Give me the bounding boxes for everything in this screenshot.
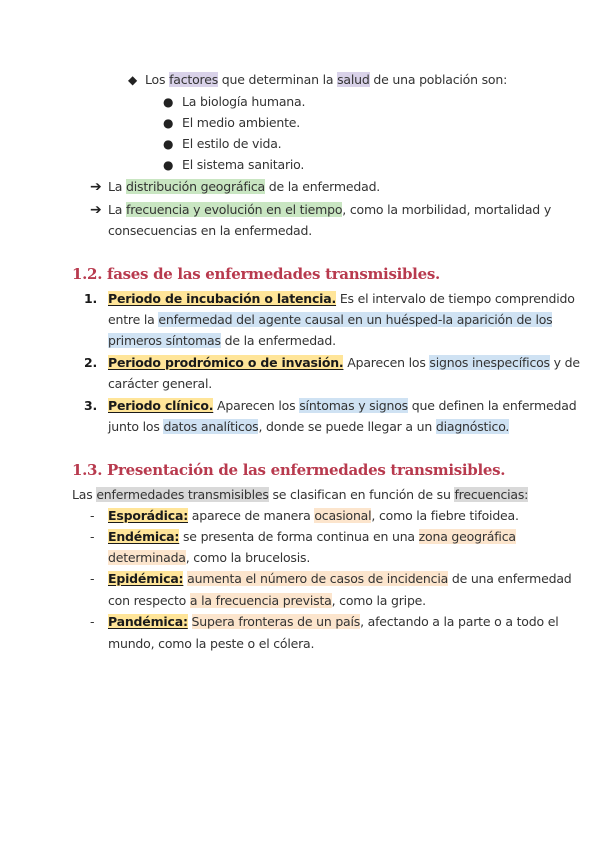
sub-list-item: La biología humana.	[182, 94, 306, 109]
highlight: signos inespecíficos	[429, 355, 550, 370]
text	[188, 614, 192, 629]
presentation-item-endemica	[108, 527, 516, 547]
phase-item-2-line-2: carácter general.	[108, 376, 212, 391]
text: de la enfermedad.	[220, 333, 336, 348]
highlight: enfermedad del agente causal en un huésped-la aparición de los	[158, 312, 553, 327]
circle-bullet-icon: ●	[163, 158, 174, 172]
text: , como la gripe.	[331, 593, 426, 608]
text: Aparecen los	[213, 398, 300, 413]
text: se clasifican en función de su	[268, 487, 455, 502]
section-intro-paragraph	[72, 485, 528, 505]
circle-bullet-icon: ●	[163, 137, 174, 151]
phase-item-3	[108, 396, 576, 416]
highlight: a la frecuencia prevista	[189, 593, 332, 608]
text: de una enfermedad	[448, 571, 572, 586]
term-label: Endémica:	[108, 529, 180, 544]
phase-item-2	[108, 353, 580, 373]
arrow-list-item-continuation: consecuencias en la enfermedad.	[108, 223, 313, 238]
dash-bullet: -	[90, 571, 95, 586]
sub-list-item: El sistema sanitario.	[182, 157, 305, 172]
arrow-list-item	[108, 200, 551, 220]
section-heading-1-3: 1.3. Presentación de las enfermedades transmisibles.	[72, 461, 506, 479]
highlight: diagnóstico.	[435, 419, 510, 434]
diamond-list-item	[145, 70, 507, 90]
sub-list-item: El medio ambiente.	[182, 115, 301, 130]
term-label: Pandémica:	[108, 614, 188, 629]
text: Es el intervalo de tiempo comprendido	[336, 291, 575, 306]
term-label: Periodo clínico.	[108, 398, 214, 413]
dash-bullet: -	[90, 529, 95, 544]
highlight: primeros síntomas	[108, 333, 221, 348]
highlight: factores	[169, 72, 219, 87]
presentation-item-endemica-line-2	[108, 548, 310, 568]
text: que definen la enfermedad	[408, 398, 577, 413]
presentation-item-epidemica-line-2	[108, 591, 426, 611]
presentation-item-epidemica	[108, 569, 572, 589]
circle-bullet-icon: ●	[163, 116, 174, 130]
presentation-item-esporadica	[108, 506, 519, 526]
dash-bullet: -	[90, 508, 95, 523]
arrow-bullet-icon: ➔	[90, 202, 102, 218]
presentation-item-pandemica-line-2: mundo, como la peste o el cólera.	[108, 636, 315, 651]
text: , como la fiebre tifoidea.	[371, 508, 519, 523]
sub-list-item: El estilo de vida.	[182, 136, 282, 151]
text: Las	[72, 487, 97, 502]
text: junto los	[108, 419, 164, 434]
text: La	[108, 202, 126, 217]
phase-item-1-line-2	[108, 310, 552, 330]
highlight: aumenta el número de casos de incidencia	[187, 571, 449, 586]
arrow-bullet-icon: ➔	[90, 179, 102, 195]
text: , como la brucelosis.	[185, 550, 311, 565]
text: se presenta de forma continua en una	[179, 529, 419, 544]
text: con respecto	[108, 593, 190, 608]
highlight: ocasional	[314, 508, 372, 523]
text: de la enfermedad.	[265, 179, 381, 194]
phase-item-3-line-2	[108, 417, 509, 437]
list-number: 2.	[84, 355, 98, 370]
list-number: 3.	[84, 398, 98, 413]
highlight: frecuencia y evolución en el tiempo	[126, 202, 343, 217]
circle-bullet-icon: ●	[163, 95, 174, 109]
highlight: Supera fronteras de un país	[191, 614, 361, 629]
text: La	[108, 179, 126, 194]
list-number: 1.	[84, 291, 98, 306]
section-heading-1-2: 1.2. fases de las enfermedades transmisibles.	[72, 265, 440, 283]
highlight: distribución geográfica	[126, 179, 265, 194]
highlight: determinada	[108, 550, 186, 565]
term-label: Epidémica:	[108, 571, 184, 586]
term-label: Periodo prodrómico o de invasión.	[108, 355, 344, 370]
diamond-bullet-icon: ◆	[128, 73, 138, 87]
text: y de	[549, 355, 580, 370]
text: que determinan la	[218, 72, 338, 87]
term-label: Periodo de incubación o latencia.	[108, 291, 337, 306]
highlight: zona geográfica	[418, 529, 516, 544]
text: aparece de manera	[188, 508, 315, 523]
text: , donde se puede llegar a un	[258, 419, 436, 434]
text: , afectando a la parte o a todo el	[360, 614, 559, 629]
term-label: Esporádica:	[108, 508, 188, 523]
text: Aparecen los	[343, 355, 430, 370]
highlight: salud	[337, 72, 370, 87]
highlight: datos analíticos	[163, 419, 259, 434]
dash-bullet: -	[90, 614, 95, 629]
phase-item-1-line-3	[108, 331, 336, 351]
text: Los	[145, 72, 170, 87]
highlight: frecuencias:	[454, 487, 529, 502]
text: entre la	[108, 312, 159, 327]
text: de una población son:	[369, 72, 508, 87]
highlight: enfermedades transmisibles	[96, 487, 269, 502]
phase-item-1	[108, 289, 575, 309]
arrow-list-item	[108, 177, 380, 197]
highlight: síntomas y signos	[299, 398, 408, 413]
text: , como la morbilidad, mortalidad y	[342, 202, 552, 217]
presentation-item-pandemica	[108, 612, 558, 632]
